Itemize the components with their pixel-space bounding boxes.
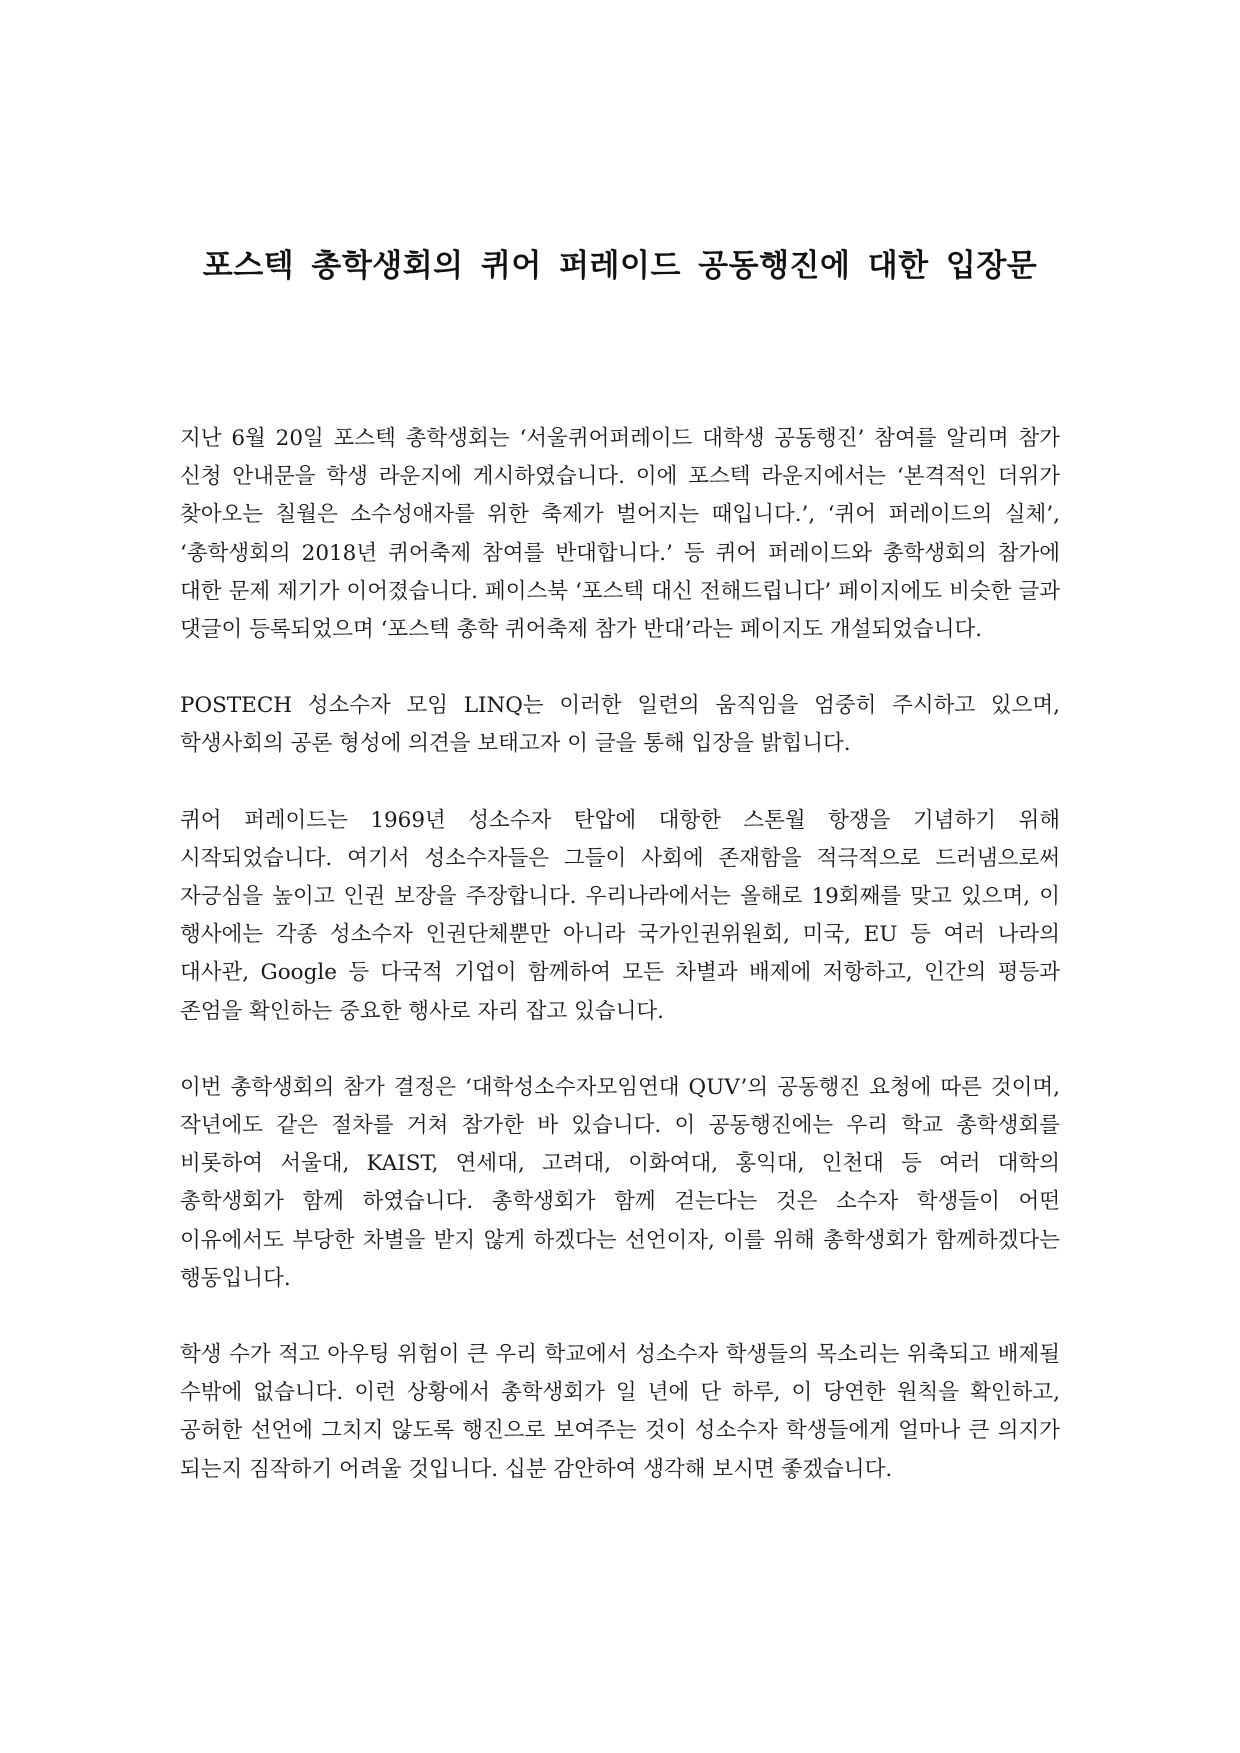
paragraph-4: 이번 총학생회의 참가 결정은 ‘대학성소수자모임연대 QUV’의 공동행진 요청에 따른 것이며, 작년에도 같은 절차를 거쳐 참가한 바 있습니다. 이 공동행진에는 우리 학교 총학생회를 비롯하여 서울대, KAIST, 연세대, 고려대, 이화여대, 홍익대, 인천대 등 여러 대학의 총학생회가 함께 하였습니다. 총학생회가 함께 걷는다는 것은 소수자 학생들이 어떤 이유에서도 부당한 차별을 받지 않게 하겠다는 선언이자, 이를 위해 총학생회가 함께하겠다는 행동입니다. <box>180 1074 1060 1291</box>
paragraph-2: POSTECH 성소수자 모임 LINQ는 이러한 일련의 움직임을 엄중히 주시하고 있으며, 학생사회의 공론 형성에 의견을 보태고자 이 글을 통해 입장을 밝힙니다. <box>180 693 1060 757</box>
paragraph-5: 학생 수가 적고 아우팅 위험이 큰 우리 학교에서 성소수자 학생들의 목소리는 위축되고 배제될 수밖에 없습니다. 이런 상황에서 총학생회가 일 년에 단 하루, 이 당연한 원칙을 확인하고, 공허한 선언에 그치지 않도록 행진으로 보여주는 것이 성소수자 학생들에게 얼마나 큰 의지가 되는지 짐작하기 어려울 것입니다. 십분 감안하여 생각해 보시면 좋겠습니다. <box>180 1342 1060 1482</box>
document-body <box>180 420 1060 1527</box>
document-title: 포스텍 총학생회의 퀴어 퍼레이드 공동행진에 대한 입장문 <box>202 248 1038 284</box>
paragraph-3: 퀴어 퍼레이드는 1969년 성소수자 탄압에 대항한 스톤월 항쟁을 기념하기 위해 시작되었습니다. 여기서 성소수자들은 그들이 사회에 존재함을 적극적으로 드러냄으로써 자긍심을 높이고 인권 보장을 주장합니다. 우리나라에서는 올해로 19회째를 맞고 있으며, 이 행사에는 각종 성소수자 인권단체뿐만 아니라 국가인권위원회, 미국, EU 등 여러 나라의 대사관, Google 등 다국적 기업이 함께하여 모든 차별과 배제에 저항하고, 인간의 평등과 존엄을 확인하는 중요한 행사로 자리 잡고 있습니다. <box>180 807 1060 1024</box>
paragraph-1: 지난 6월 20일 포스텍 총학생회는 ‘서울퀴어퍼레이드 대학생 공동행진’ 참여를 알리며 참가 신청 안내문을 학생 라운지에 게시하였습니다. 이에 포스텍 라운지에서는 ‘본격적인 더위가 찾아오는 칠월은 소수성애자를 위한 축제가 벌어지는 때입니다.’, ‘퀴어 퍼레이드의 실체’, ‘총학생회의 2018년 퀴어축제 참여를 반대합니다.’ 등 퀴어 퍼레이드와 총학생회의 참가에 대한 문제 제기가 이어졌습니다. 페이스북 ‘포스텍 대신 전해드립니다’ 페이지에도 비슷한 글과 댓글이 등록되었으며 ‘포스텍 총학 퀴어축제 참가 반대’라는 페이지도 개설되었습니다. <box>180 426 1060 643</box>
